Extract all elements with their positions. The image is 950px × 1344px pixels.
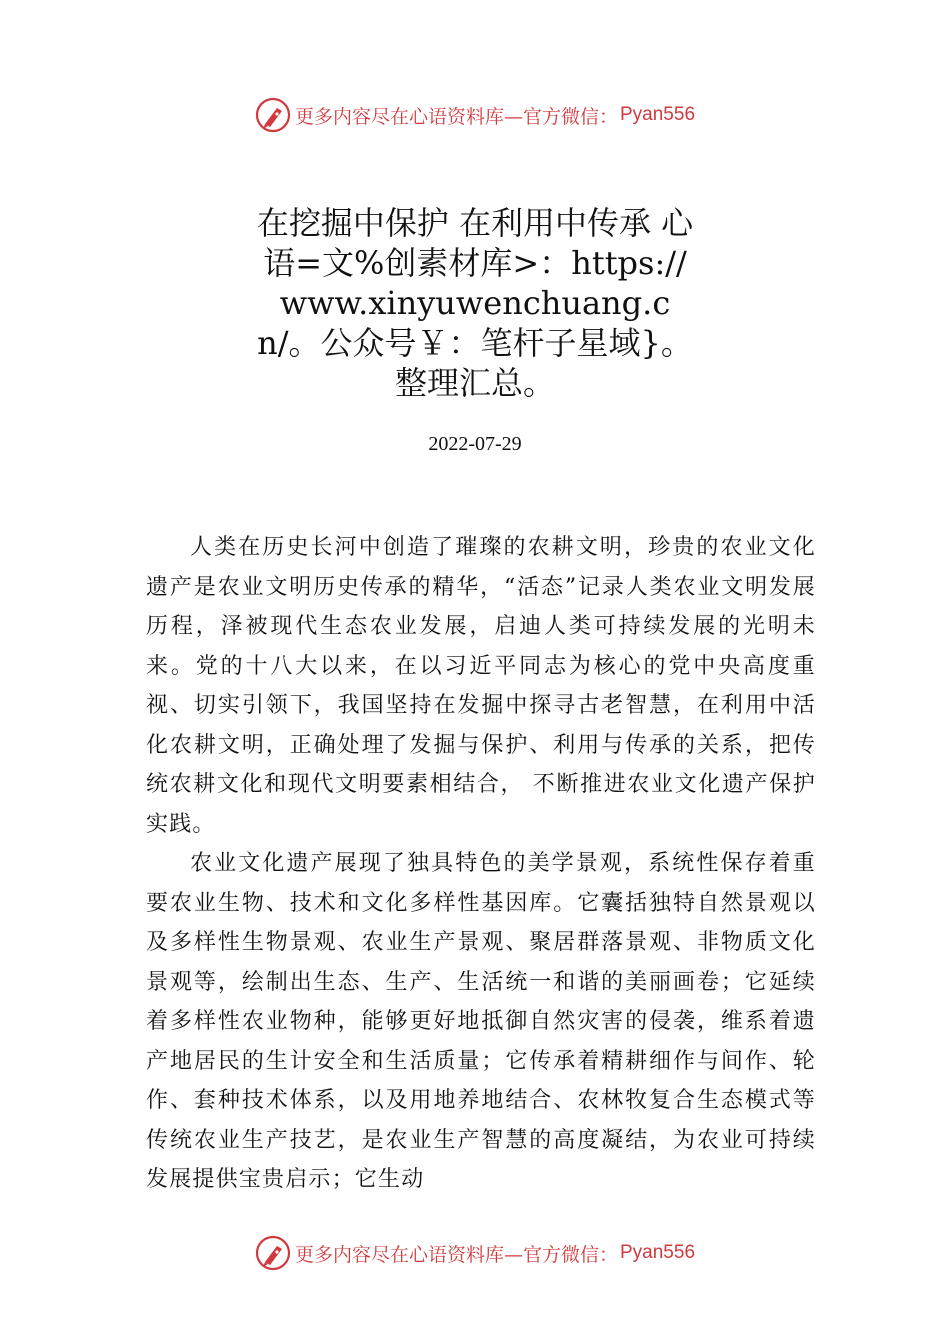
footer-banner-text: 更多内容尽在心语资料库—官方微信： bbox=[294, 1243, 618, 1266]
footer-banner-handle: Pyan556 bbox=[620, 1242, 696, 1263]
pen-nib-logo-icon bbox=[255, 1235, 291, 1271]
publish-date: 2022-07-29 bbox=[428, 433, 522, 455]
header-banner bbox=[0, 95, 950, 135]
paragraph: 人类在历史长河中创造了璀璨的农耕文明，珍贵的农业文化遗产是农业文明历史传承的精华，“活态”记录人类农业文明发展历程，泽被现代生态农业发展，启迪人类可持续发展的光明未来。党的十八大以来，在以习近平同志为核心的党中央高度重视、切实引领下，我国坚持在发掘中探寻古老智慧，在利用中活化农耕文明，正确处理了发掘与保护、利用与传承的关系，把传统农耕文化和现代文明要素相结合， 不断推进农业文化遗产保护实践。 bbox=[146, 535, 816, 837]
pen-nib-logo-icon bbox=[255, 97, 291, 133]
paragraph: 农业文化遗产展现了独具特色的美学景观，系统性保存着重要农业生物、技术和文化多样性基因库。它囊括独特自然景观以及多样性生物景观、农业生产景观、聚居群落景观、非物质文化景观等，绘制出生态、生产、生活统一和谐的美丽画卷；它延续着多样性农业物种，能够更好地抵御自然灾害的侵袭，维系着遗产地居民的生计安全和生活质量；它传承着精耕细作与间作、轮作、套种技术体系，以及用地养地结合、农林牧复合生态模式等传统农业生产技艺，是农业生产智慧的高度凝结，为农业可持续发展提供宝贵启示；它生动 bbox=[146, 851, 816, 1192]
header-banner-text: 更多内容尽在心语资料库—官方微信： bbox=[294, 105, 618, 128]
document-title: 在挖掘中保护 在利用中传承 心语=文%创素材库>：https://www.xinyuwenchuang.cn/。公众号￥：笔杆子星域}。整理汇总。 bbox=[256, 204, 694, 402]
header-banner-handle: Pyan556 bbox=[620, 104, 696, 125]
footer-banner bbox=[0, 1233, 950, 1273]
article-body bbox=[146, 528, 816, 1200]
